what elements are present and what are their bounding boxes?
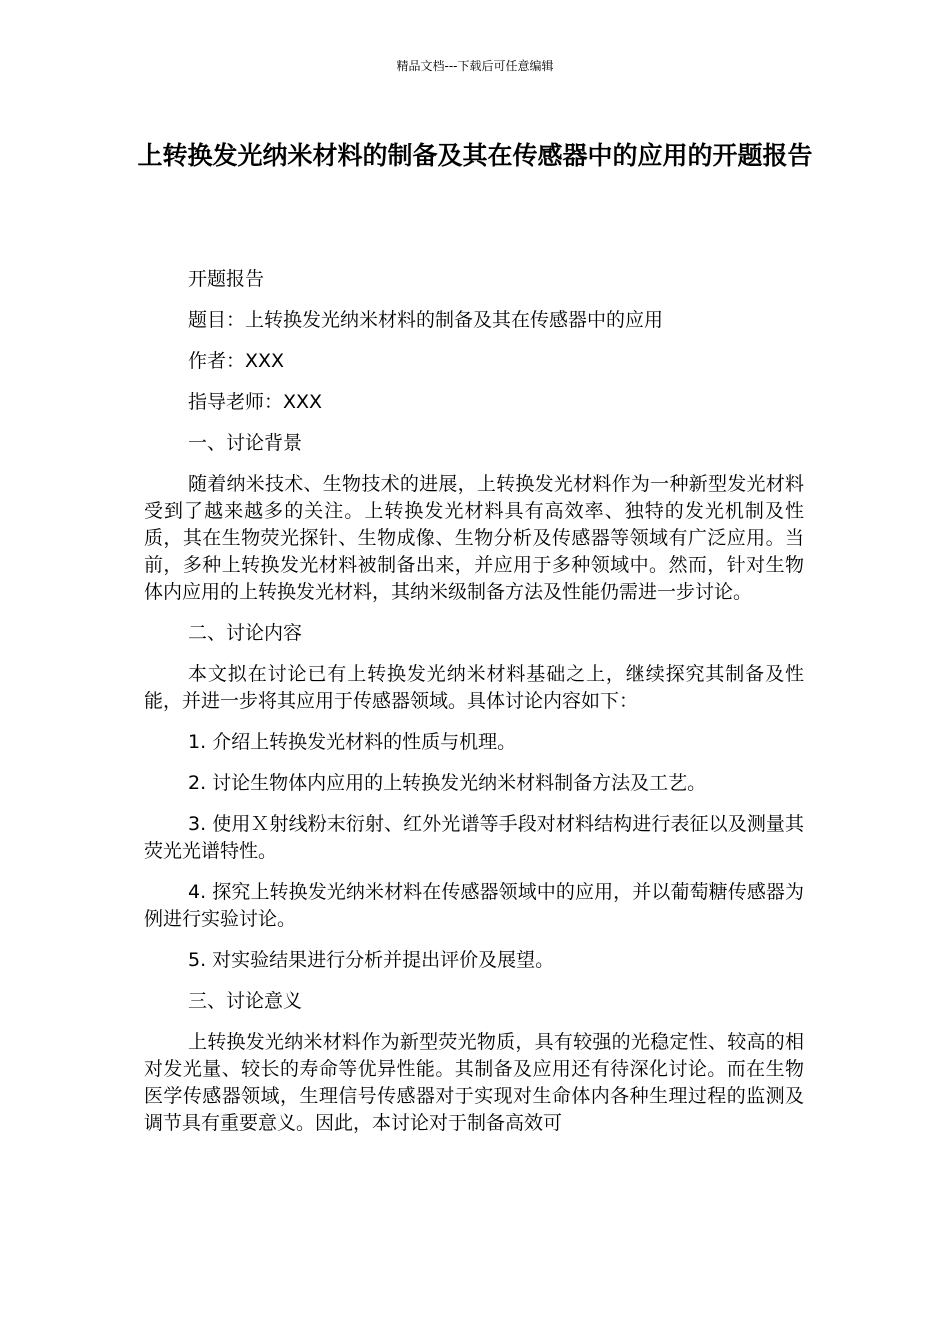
section-heading-significance: 三、讨论意义 <box>188 990 303 1012</box>
list-item: 4. 探究上转换发光纳米材料在传感器领域中的应用，并以葡萄糖传感器为例进行实验讨论。 <box>144 881 804 930</box>
paragraph-background: 随着纳米技术、生物技术的进展，上转换发光材料作为一种新型发光材料受到了越来越多的关注。上转换发光材料具有高效率、独特的发光机制及性质，其在生物荧光探针、生物成像、生物分析及传感器等领域有广泛应用。当前，多种上转换发光材料被制备出来，并应用于多种领域中。然而，针对生物体内应用的上转换发光材料，其纳米级制备方法及性能仍需进一步讨论。 <box>144 473 804 603</box>
paragraph-advisor: 指导老师：XXX <box>188 391 323 413</box>
paragraph-significance: 上转换发光纳米材料作为新型荧光物质，具有较强的光稳定性、较高的相对发光量、较长的寿命等优异性能。其制备及应用还有待深化讨论。而在生物医学传感器领域，生理信号传感器对于实现对生命体内各种生理过程的监测及调节具有重要意义。因此，本讨论对于制备高效可 <box>144 1031 804 1134</box>
list-item: 1. 介绍上转换发光材料的性质与机理。 <box>188 731 517 753</box>
page-header: 精品文档---下载后可任意编辑 <box>396 59 554 73</box>
section-heading-content: 二、讨论内容 <box>188 622 303 644</box>
list-item: 3. 使用Ｘ射线粉末衍射、红外光谱等手段对材料结构进行表征以及测量其荧光光谱特性。 <box>144 813 804 862</box>
paragraph-topic: 题目：上转换发光纳米材料的制备及其在传感器中的应用 <box>188 309 664 331</box>
section-heading-background: 一、讨论背景 <box>188 432 303 454</box>
document-body <box>144 266 804 1151</box>
paragraph-author: 作者：XXX <box>188 350 285 372</box>
list-item: 2. 讨论生物体内应用的上转换发光纳米材料制备方法及工艺。 <box>188 772 707 794</box>
paragraph-content-intro: 本文拟在讨论已有上转换发光纳米材料基础之上，继续探究其制备及性能，并进一步将其应用于传感器领域。具体讨论内容如下： <box>144 663 804 712</box>
document-title: 上转换发光纳米材料的制备及其在传感器中的应用的开题报告 <box>137 141 813 170</box>
list-item: 5. 对实验结果进行分析并提出评价及展望。 <box>188 949 555 971</box>
paragraph-report-label: 开题报告 <box>188 268 265 290</box>
